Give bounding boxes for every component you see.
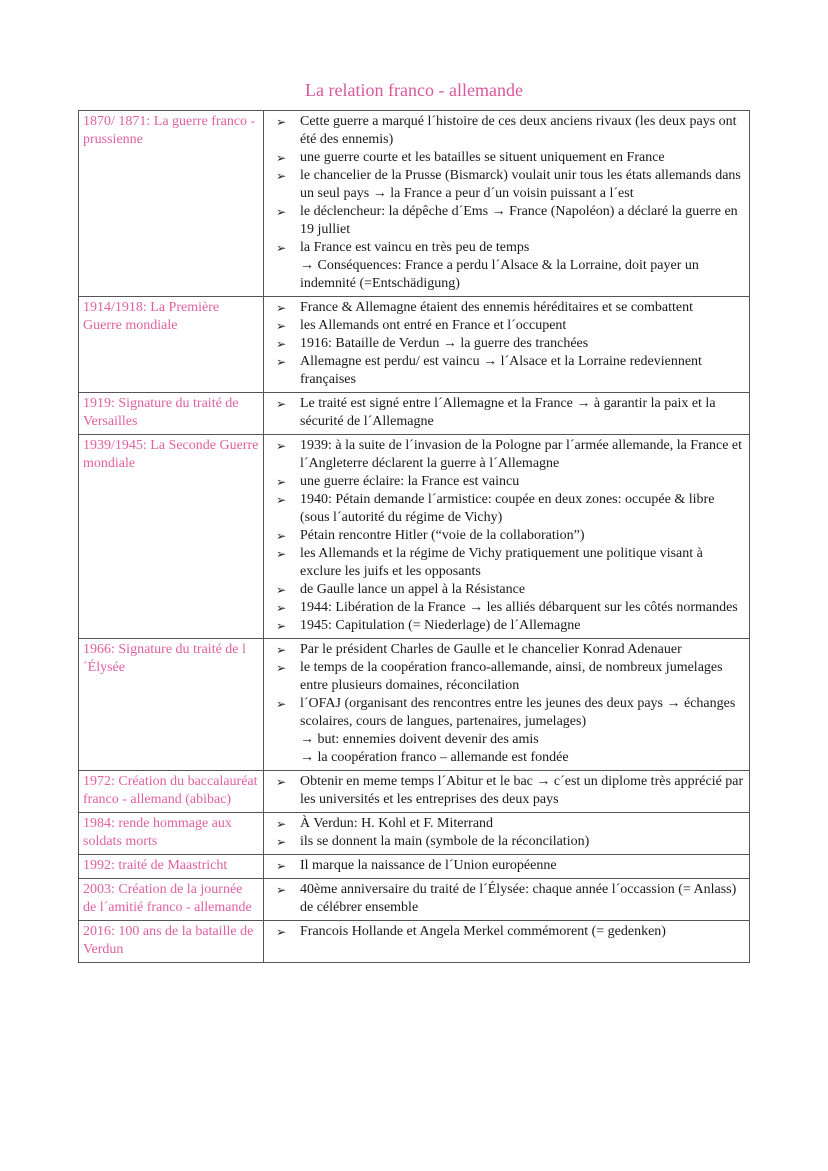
event-details-cell [264,297,750,393]
bullet-text: le chancelier de la Prusse (Bismarck) voulait unir tous les états allemands dans un seul pays → la France a peur d´un voisin puissant a l´est [300,168,741,201]
arrow-bullet-icon: ➢ [276,205,287,219]
bullet-text: Le traité est signé entre l´Allemagne et la France → à garantir la paix et la sécurité de l´Allemagne [300,396,716,429]
table-row [79,855,750,879]
arrow-bullet-icon: ➢ [276,151,287,165]
table-row [79,435,750,639]
event-date-cell: 2003: Création de la journée de l´amitié franco - allemande [79,879,264,921]
arrow-bullet-icon: ➢ [276,529,287,543]
bullet-point [268,299,745,317]
event-date-cell: 1919: Signature du traité de Versailles [79,393,264,435]
event-details-cell [264,111,750,297]
arrow-bullet-icon: ➢ [276,397,287,411]
bullet-text: 1944: Libération de la France → les alliés débarquent sur les côtés normandes [300,600,738,615]
bullet-point [268,599,745,617]
event-details-cell [264,393,750,435]
bullet-point [268,659,745,695]
event-details-cell [264,435,750,639]
timeline-table [78,110,750,963]
bullet-point [268,695,745,731]
arrow-bullet-icon: ➢ [276,643,287,657]
bullet-text: la France est vaincu en très peu de temps [300,240,530,255]
arrow-bullet-icon: ➢ [276,859,287,873]
table-row [79,297,750,393]
bullet-text: Cette guerre a marqué l´histoire de ces deux anciens rivaux (les deux pays ont été des ennemis) [300,114,737,147]
bullet-text: les Allemands et la régime de Vichy pratiquement une politique visant à exclure les juifs et les opposants [300,546,703,579]
bullet-point [268,353,745,389]
bullet-text: les Allemands ont entré en France et l´occupent [300,318,567,333]
bullet-text: 40ème anniversaire du traité de l´Élysée: chaque année l´occassion (= Anlass) de célébrer ensemble [300,882,737,915]
bullet-point [268,491,745,527]
page-title: La relation franco - allemande [305,80,523,100]
bullet-point [268,335,745,353]
bullet-point [268,617,745,635]
arrow-bullet-icon: ➢ [276,619,287,633]
bullet-point [268,113,745,149]
bullet-text: le déclencheur: la dépêche d´Ems → France (Napoléon) a déclaré la guerre en 19 julliet [300,204,738,237]
bullet-text: Pétain rencontre Hitler (“voie de la collaboration”) [300,528,585,543]
bullet-point [268,833,745,851]
bullet-point [268,473,745,491]
bullet-text: 1945: Capitulation (= Niederlage) de l´Allemagne [300,618,581,633]
arrow-bullet-icon: ➢ [276,601,287,615]
table-row [79,879,750,921]
event-details-cell [264,639,750,771]
arrow-bullet-icon: ➢ [276,583,287,597]
event-date-cell: 1984: rende hommage aux soldats morts [79,813,264,855]
bullet-text: Par le président Charles de Gaulle et le chancelier Konrad Adenauer [300,642,682,657]
event-details-cell [264,813,750,855]
arrow-bullet-icon: ➢ [276,817,287,831]
bullet-text: le temps de la coopération franco-allemande, ainsi, de nombreux jumelages entre plusieurs domaines, réconcilation [300,660,723,693]
bullet-text: France & Allemagne étaient des ennemis héréditaires et se combattent [300,300,694,315]
bullet-point [268,881,745,917]
bullet-text: une guerre courte et les batailles se situent uniquement en France [300,150,665,165]
event-date-cell: 2016: 100 ans de la bataille de Verdun [79,921,264,963]
arrow-bullet-icon: ➢ [276,301,287,315]
bullet-point [268,317,745,335]
event-date-cell: 1914/1918: La Première Guerre mondiale [79,297,264,393]
bullet-point [268,167,745,203]
event-details-cell [264,921,750,963]
event-date-cell: 1972: Création du baccalauréat franco - allemand (abibac) [79,771,264,813]
arrow-bullet-icon: ➢ [276,835,287,849]
bullet-text: l´OFAJ (organisant des rencontres entre les jeunes des deux pays → échanges scolaires, cours de langues, partenaires, jumelages) [300,696,736,729]
bullet-text: de Gaulle lance un appel à la Résistance [300,582,526,597]
table-row [79,771,750,813]
arrow-bullet-icon: ➢ [276,547,287,561]
bullet-text: 1916: Bataille de Verdun → la guerre des tranchées [300,336,589,351]
table-row [79,393,750,435]
arrow-bullet-icon: ➢ [276,115,287,129]
bullet-point [268,773,745,809]
arrow-bullet-icon: ➢ [276,169,287,183]
table-row [79,813,750,855]
arrow-bullet-icon: ➢ [276,439,287,453]
bullet-text: ils se donnent la main (symbole de la réconcilation) [300,834,590,849]
bullet-point [268,149,745,167]
continuation-line: → but: ennemies doivent devenir des amis [300,732,539,747]
arrow-bullet-icon: ➢ [276,661,287,675]
arrow-bullet-icon: ➢ [276,337,287,351]
timeline-table-body [79,111,750,963]
arrow-bullet-icon: ➢ [276,925,287,939]
event-date-cell: 1870/ 1871: La guerre franco - prussienne [79,111,264,297]
arrow-bullet-icon: ➢ [276,241,287,255]
bullet-point [268,857,745,875]
arrow-bullet-icon: ➢ [276,493,287,507]
bullet-text: À Verdun: H. Kohl et F. Miterrand [300,816,494,831]
arrow-bullet-icon: ➢ [276,775,287,789]
arrow-bullet-icon: ➢ [276,475,287,489]
table-row [79,921,750,963]
bullet-point [268,239,745,257]
continuation-line: → Conséquences: France a perdu l´Alsace & la Lorraine, doit payer un indemnité (=Entschädigung) [300,258,699,291]
bullet-point [268,527,745,545]
event-details-cell [264,855,750,879]
bullet-point [268,437,745,473]
bullet-point [268,815,745,833]
bullet-point [268,545,745,581]
bullet-text: Francois Hollande et Angela Merkel commémorent (= gedenken) [300,924,666,939]
continuation-line: → la coopération franco – allemande est fondée [300,750,569,765]
bullet-point [268,395,745,431]
event-details-cell [264,771,750,813]
table-row [79,639,750,771]
bullet-point [268,923,745,941]
bullet-point [268,203,745,239]
arrow-bullet-icon: ➢ [276,319,287,333]
event-details-cell [264,879,750,921]
bullet-text: Allemagne est perdu/ est vaincu → l´Alsace et la Lorraine redeviennent françaises [300,354,702,387]
bullet-text: une guerre éclaire: la France est vaincu [300,474,520,489]
bullet-text: 1939: à la suite de l´invasion de la Pologne par l´armée allemande, la France et l´Angleterre déclarent la guerre à l´Allemagne [300,438,743,471]
event-date-cell: 1992: traité de Maastricht [79,855,264,879]
table-row [79,111,750,297]
bullet-text: Il marque la naissance de l´Union européenne [300,858,557,873]
bullet-text: 1940: Pétain demande l´armistice: coupée en deux zones: occupée & libre (sous l´autorité du régime de Vichy) [300,492,715,525]
arrow-bullet-icon: ➢ [276,883,287,897]
bullet-point [268,581,745,599]
bullet-text: Obtenir en meme temps l´Abitur et le bac → c´est un diplome très apprécié par les universités et les entreprises des deux pays [300,774,744,807]
arrow-bullet-icon: ➢ [276,355,287,369]
arrow-bullet-icon: ➢ [276,697,287,711]
event-date-cell: 1966: Signature du traité de l´Élysée [79,639,264,771]
bullet-point [268,641,745,659]
event-date-cell: 1939/1945: La Seconde Guerre mondiale [79,435,264,639]
